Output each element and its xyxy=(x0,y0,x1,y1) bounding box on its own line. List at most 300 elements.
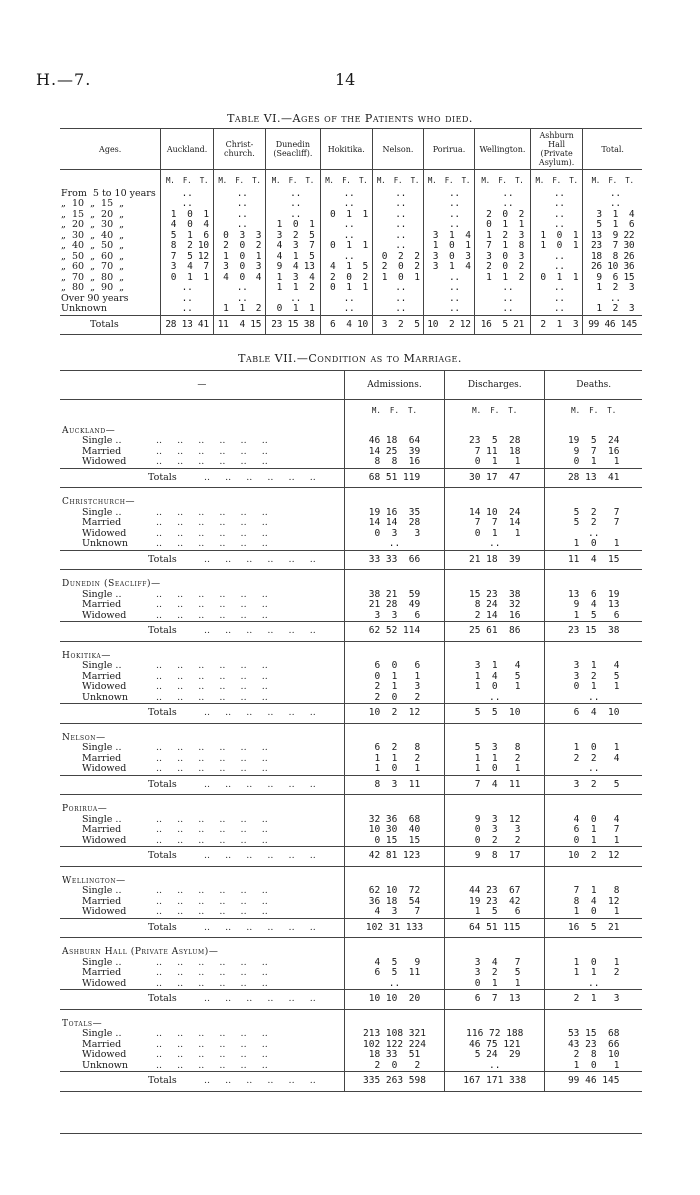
totals-label: Totals xyxy=(148,471,177,483)
mft-label: M. F. T. xyxy=(545,400,642,417)
totals-label: Totals xyxy=(148,778,177,790)
col-total: Total. xyxy=(583,129,642,170)
age-cell: 2 0 2 xyxy=(320,273,372,284)
condition-label: Single .. xyxy=(82,660,122,671)
deaths-cell: 1 0 1 xyxy=(545,539,642,550)
age-cell: 23 7 30 xyxy=(583,241,642,252)
discharges-cell: 44 23 67 xyxy=(445,886,545,897)
group-spacer xyxy=(445,570,545,590)
deaths-cell: 1 0 1 xyxy=(545,743,642,754)
group-totals-row xyxy=(60,622,642,642)
condition-label: Single .. xyxy=(82,956,122,968)
admissions-cell: .. xyxy=(344,539,444,550)
group-header-row xyxy=(60,417,642,437)
mft-label: M. F. T. xyxy=(161,170,213,189)
discharges-cell: 1 5 6 xyxy=(445,907,545,918)
admissions-cell: 0 15 15 xyxy=(344,836,444,847)
group-spacer xyxy=(445,938,545,958)
report-reference: H.—7. xyxy=(36,70,92,89)
leader-dots: .. .. .. .. .. .. xyxy=(204,471,316,483)
age-cell: 13 9 22 xyxy=(583,231,642,242)
group-totals-row xyxy=(60,704,642,724)
deaths-cell: 9 7 16 xyxy=(545,447,642,458)
deaths-cell: 6 1 7 xyxy=(545,825,642,836)
mft-label: M. F. T. xyxy=(423,170,474,189)
col-hokitika: Hokitika. xyxy=(320,129,372,170)
admissions-cell: 3 3 6 xyxy=(344,611,444,622)
group-spacer xyxy=(545,723,642,743)
deaths-total: 16 5 21 xyxy=(545,918,642,938)
deaths-cell: 2 8 10 xyxy=(545,1050,642,1061)
age-label: „ 80 „ 90 „ xyxy=(61,282,125,293)
deaths-cell: 9 4 13 xyxy=(545,600,642,611)
col-porirua: Porirua. xyxy=(423,129,474,170)
discharges-total: 7 4 11 xyxy=(445,775,545,795)
age-cell: .. xyxy=(266,210,320,221)
totals-label: Totals xyxy=(148,553,177,565)
deaths-cell: .. xyxy=(545,529,642,540)
condition-row xyxy=(60,682,642,693)
condition-label-cell xyxy=(60,693,344,704)
age-cell: 3 0 3 xyxy=(474,252,530,263)
discharges-total: 9 8 17 xyxy=(445,847,545,867)
group-spacer xyxy=(545,1009,642,1029)
leader-dots: .. .. .. .. .. .. xyxy=(156,977,268,989)
age-cell: .. xyxy=(372,210,423,221)
age-cell: .. xyxy=(423,189,474,200)
condition-row xyxy=(60,1050,642,1061)
discharges-cell: 15 23 38 xyxy=(445,590,545,601)
deaths-total: 23 15 38 xyxy=(545,622,642,642)
leader-dots: .. .. .. .. .. .. xyxy=(156,1049,268,1060)
age-cell: .. xyxy=(161,189,213,200)
group-totals-row xyxy=(60,775,642,795)
condition-label: Single .. xyxy=(82,1028,122,1039)
table7-title: Table VII.—Condition as to Marriage. xyxy=(238,352,462,365)
leader-dots: .. .. .. .. .. .. xyxy=(204,707,316,718)
condition-row xyxy=(60,508,642,519)
group-totals-label-cell xyxy=(60,550,344,570)
age-cell: .. xyxy=(423,210,474,221)
condition-row xyxy=(60,672,642,683)
condition-label: Widowed xyxy=(82,527,127,539)
age-cell: 9 6 15 xyxy=(583,273,642,284)
group-totals-label-cell xyxy=(60,847,344,867)
condition-marriage-table xyxy=(60,370,642,1092)
totals-cell: 2 1 3 xyxy=(530,315,582,335)
deaths-cell: 1 5 6 xyxy=(545,611,642,622)
deaths-cell: 43 23 66 xyxy=(545,1040,642,1051)
mft-label: M. F. T. xyxy=(213,170,265,189)
group-spacer xyxy=(344,1009,444,1029)
group-spacer xyxy=(344,938,444,958)
deaths-cell: .. xyxy=(545,693,642,704)
age-label: „ 50 „ 60 „ xyxy=(61,250,125,262)
condition-label: Widowed xyxy=(82,906,127,917)
age-cell: .. xyxy=(213,189,265,200)
condition-row xyxy=(60,886,642,897)
age-label: Over 90 years xyxy=(61,292,129,304)
group-spacer xyxy=(445,488,545,508)
deaths-cell: 0 1 1 xyxy=(545,682,642,693)
mft-label: M. F. T. xyxy=(583,170,642,189)
deaths-cell: 19 5 24 xyxy=(545,436,642,447)
col-dunedin: Dunedin (Seacliff). xyxy=(266,129,320,170)
age-cell: 1 0 1 xyxy=(266,220,320,231)
discharges-cell: 3 2 5 xyxy=(445,968,545,979)
age-cell: 7 1 8 xyxy=(474,241,530,252)
admissions-total: 33 33 66 xyxy=(344,550,444,570)
condition-row xyxy=(60,897,642,908)
admissions-cell: 213 108 321 xyxy=(344,1029,444,1040)
group-spacer xyxy=(445,417,545,437)
age-label: Unknown xyxy=(61,303,107,314)
age-cell: .. xyxy=(372,231,423,242)
group-totals-row xyxy=(60,847,642,867)
leader-dots: .. .. .. .. .. .. xyxy=(156,456,268,467)
leader-dots: .. .. .. .. .. .. xyxy=(156,517,268,528)
condition-row xyxy=(60,825,642,836)
discharges-cell: 23 5 28 xyxy=(445,436,545,447)
group-spacer xyxy=(344,795,444,815)
deaths-total: 99 46 145 xyxy=(545,1072,642,1092)
group-spacer xyxy=(344,417,444,437)
col-auckland: Auckland. xyxy=(161,129,213,170)
col-condition: — xyxy=(197,380,207,390)
age-cell: 0 3 3 xyxy=(213,231,265,242)
totals-cell: 3 2 5 xyxy=(372,315,423,335)
col-discharges: Discharges. xyxy=(445,371,545,400)
admissions-total: 10 10 20 xyxy=(344,990,444,1010)
admissions-cell: 62 10 72 xyxy=(344,886,444,897)
age-cell: .. xyxy=(530,294,582,305)
condition-label: Married xyxy=(82,670,122,682)
leader-dots: .. .. .. .. .. .. xyxy=(204,625,316,636)
deaths-cell: 3 2 5 xyxy=(545,672,642,683)
age-cell: 1 1 2 xyxy=(474,273,530,284)
group-totals-label-cell xyxy=(60,468,344,488)
discharges-cell: 7 11 18 xyxy=(445,447,545,458)
condition-label: Married xyxy=(82,445,122,457)
discharges-total: 167 171 338 xyxy=(445,1072,545,1092)
admissions-cell: 14 25 39 xyxy=(344,447,444,458)
group-totals-row xyxy=(60,550,642,570)
admissions-cell: 2 0 2 xyxy=(344,1061,444,1072)
discharges-cell: 2 14 16 xyxy=(445,611,545,622)
admissions-cell: 32 36 68 xyxy=(344,815,444,826)
condition-row xyxy=(60,907,642,918)
admissions-cell: 102 122 224 xyxy=(344,1040,444,1051)
age-cell: 0 2 2 xyxy=(372,252,423,263)
table6-title: Table VI.—Ages of the Patients who died. xyxy=(227,112,473,125)
age-cell: 1 0 1 xyxy=(530,241,582,252)
leader-dots: .. .. .. .. .. .. xyxy=(156,834,268,846)
leader-dots: .. .. .. .. .. .. xyxy=(156,609,268,621)
group-spacer xyxy=(344,866,444,886)
deaths-cell: 4 0 4 xyxy=(545,815,642,826)
totals-label: Totals xyxy=(60,315,161,335)
deaths-cell: 5 2 7 xyxy=(545,508,642,519)
mft-header-row xyxy=(60,400,642,417)
leader-dots: .. .. .. .. .. .. xyxy=(204,850,316,861)
age-cell: 5 1 6 xyxy=(583,220,642,231)
age-cell: .. xyxy=(530,189,582,200)
condition-row xyxy=(60,661,642,672)
leader-dots: .. .. .. .. .. .. xyxy=(156,538,268,549)
discharges-cell: 5 3 8 xyxy=(445,743,545,754)
condition-label-cell xyxy=(60,764,344,775)
age-cell: 1 2 3 xyxy=(474,231,530,242)
leader-dots: .. .. .. .. .. .. xyxy=(156,1028,268,1039)
age-cell: .. xyxy=(474,199,530,210)
condition-label: Single .. xyxy=(82,742,122,753)
leader-dots: .. .. .. .. .. .. xyxy=(156,752,268,764)
age-cell: 0 1 1 xyxy=(474,220,530,231)
age-cell: 3 1 4 xyxy=(423,231,474,242)
totals-label: Totals xyxy=(148,707,177,718)
deaths-cell: 3 1 4 xyxy=(545,661,642,672)
leader-dots: .. .. .. .. .. .. xyxy=(156,527,268,539)
condition-label: Widowed xyxy=(82,609,127,621)
discharges-total: 64 51 115 xyxy=(445,918,545,938)
age-cell: 0 1 1 xyxy=(161,273,213,284)
admissions-cell: 0 1 1 xyxy=(344,672,444,683)
age-cell: .. xyxy=(474,304,530,315)
bottom-rule xyxy=(60,1133,642,1134)
condition-row xyxy=(60,979,642,990)
group-name: Auckland— xyxy=(62,425,116,436)
condition-row xyxy=(60,693,642,704)
deaths-cell: 1 1 2 xyxy=(545,968,642,979)
deaths-cell: 2 2 4 xyxy=(545,754,642,765)
leader-dots: .. .. .. .. .. .. xyxy=(156,445,268,457)
group-header-row xyxy=(60,641,642,661)
admissions-cell: 18 33 51 xyxy=(344,1050,444,1061)
age-cell: .. xyxy=(474,294,530,305)
age-cell: 0 1 1 xyxy=(530,273,582,284)
totals-label: Totals xyxy=(148,993,177,1004)
age-cell: 3 1 4 xyxy=(423,262,474,273)
admissions-cell: 2 1 3 xyxy=(344,682,444,693)
deaths-total: 2 1 3 xyxy=(545,990,642,1010)
group-header-row xyxy=(60,795,642,815)
condition-label: Single .. xyxy=(82,588,122,600)
condition-label-cell xyxy=(60,979,344,990)
age-row xyxy=(60,304,642,315)
age-cell: 26 10 36 xyxy=(583,262,642,273)
age-cell: .. xyxy=(372,304,423,315)
discharges-cell: 0 3 3 xyxy=(445,825,545,836)
discharges-cell: 46 75 121 xyxy=(445,1040,545,1051)
group-spacer xyxy=(344,570,444,590)
age-cell: 1 3 4 xyxy=(266,273,320,284)
group-header-row xyxy=(60,570,642,590)
condition-label-cell xyxy=(60,836,344,847)
age-cell: 1 0 1 xyxy=(530,231,582,242)
condition-row xyxy=(60,457,642,468)
age-cell: .. xyxy=(583,189,642,200)
group-spacer xyxy=(445,641,545,661)
leader-dots: .. .. .. .. .. .. xyxy=(156,588,268,600)
admissions-total: 10 2 12 xyxy=(344,704,444,724)
age-cell: 4 0 4 xyxy=(213,273,265,284)
admissions-cell: 38 21 59 xyxy=(344,590,444,601)
age-cell: .. xyxy=(583,294,642,305)
mft-header-row xyxy=(60,170,642,189)
mft-label: M. F. T. xyxy=(372,170,423,189)
age-cell: 4 1 5 xyxy=(320,262,372,273)
leader-dots: .. .. .. .. .. .. xyxy=(156,681,268,692)
deaths-cell: 8 4 12 xyxy=(545,897,642,908)
age-label: „ 20 „ 30 „ xyxy=(61,219,125,230)
group-totals-row xyxy=(60,1072,642,1092)
age-cell: 4 3 7 xyxy=(266,241,320,252)
age-row xyxy=(60,220,642,231)
age-cell: .. xyxy=(161,304,213,315)
leader-dots: .. .. .. .. .. .. xyxy=(156,885,268,896)
condition-label: Widowed xyxy=(82,763,127,774)
deaths-cell: 7 1 8 xyxy=(545,886,642,897)
discharges-cell: .. xyxy=(445,539,545,550)
age-cell: .. xyxy=(423,220,474,231)
age-cell: 1 0 1 xyxy=(423,241,474,252)
age-cell: .. xyxy=(372,189,423,200)
group-spacer xyxy=(445,1009,545,1029)
group-spacer xyxy=(445,866,545,886)
condition-label-cell xyxy=(60,611,344,622)
age-cell: 8 2 10 xyxy=(161,241,213,252)
age-cell: .. xyxy=(530,252,582,263)
totals-label: Totals xyxy=(148,1075,177,1086)
col-admissions: Admissions. xyxy=(344,371,444,400)
condition-row xyxy=(60,1029,642,1040)
condition-label: Widowed xyxy=(82,834,127,846)
condition-label: Married xyxy=(82,517,122,528)
group-name: Hokitika— xyxy=(62,650,111,661)
age-cell: 1 0 1 xyxy=(161,210,213,221)
age-cell: 1 2 3 xyxy=(583,304,642,315)
deaths-cell: 53 15 68 xyxy=(545,1029,642,1040)
totals-cell: 23 15 38 xyxy=(266,315,320,335)
admissions-cell: 1 1 2 xyxy=(344,754,444,765)
age-cell: 9 4 13 xyxy=(266,262,320,273)
col-wellington: Wellington. xyxy=(474,129,530,170)
condition-label: Widowed xyxy=(82,977,127,989)
age-cell: .. xyxy=(213,294,265,305)
admissions-cell: 1 0 1 xyxy=(344,764,444,775)
age-cell: .. xyxy=(320,199,372,210)
age-cell: 0 1 1 xyxy=(266,304,320,315)
age-cell: .. xyxy=(266,294,320,305)
age-cell: 1 1 2 xyxy=(213,304,265,315)
age-cell: .. xyxy=(474,189,530,200)
group-spacer xyxy=(344,641,444,661)
totals-cell: 16 5 21 xyxy=(474,315,530,335)
discharges-cell: 3 4 7 xyxy=(445,958,545,969)
admissions-total: 62 52 114 xyxy=(344,622,444,642)
condition-row xyxy=(60,754,642,765)
deaths-cell: .. xyxy=(545,764,642,775)
discharges-cell: 1 1 2 xyxy=(445,754,545,765)
discharges-cell: .. xyxy=(445,1061,545,1072)
condition-row xyxy=(60,529,642,540)
condition-row xyxy=(60,600,642,611)
deaths-cell: .. xyxy=(545,979,642,990)
age-label: „ 30 „ 40 „ xyxy=(61,229,125,241)
group-totals-row xyxy=(60,468,642,488)
admissions-cell: 4 5 9 xyxy=(344,958,444,969)
age-cell: .. xyxy=(320,304,372,315)
age-cell: .. xyxy=(320,231,372,242)
totals-row xyxy=(60,315,642,335)
age-cell: .. xyxy=(530,304,582,315)
discharges-total: 6 7 13 xyxy=(445,990,545,1010)
group-name: Porirua— xyxy=(62,804,108,814)
admissions-total: 8 3 11 xyxy=(344,775,444,795)
group-header-row xyxy=(60,1009,642,1029)
totals-cell: 6 4 10 xyxy=(320,315,372,335)
age-cell: 4 1 5 xyxy=(266,252,320,263)
admissions-cell: 8 8 16 xyxy=(344,457,444,468)
admissions-cell: 0 3 3 xyxy=(344,529,444,540)
totals-cell: 10 2 12 xyxy=(423,315,474,335)
mft-label: M. F. T. xyxy=(530,170,582,189)
condition-label: Single .. xyxy=(82,813,122,825)
discharges-cell: 1 0 1 xyxy=(445,764,545,775)
condition-label: Married xyxy=(82,824,122,835)
admissions-cell: 19 16 35 xyxy=(344,508,444,519)
group-spacer xyxy=(344,723,444,743)
group-name: Ashburn Hall (Private Asylum)— xyxy=(62,947,219,957)
age-cell: 1 2 3 xyxy=(583,283,642,294)
condition-label: Married xyxy=(82,599,122,610)
discharges-total: 25 61 86 xyxy=(445,622,545,642)
age-cell: .. xyxy=(423,304,474,315)
admissions-cell: 46 18 64 xyxy=(344,436,444,447)
leader-dots: .. .. .. .. .. .. xyxy=(204,993,316,1004)
col-nelson: Nelson. xyxy=(372,129,423,170)
totals-cell: 99 46 145 xyxy=(583,315,642,335)
discharges-total: 30 17 47 xyxy=(445,468,545,488)
condition-label: Married xyxy=(82,752,122,764)
admissions-total: 42 81 123 xyxy=(344,847,444,867)
deaths-cell: 13 6 19 xyxy=(545,590,642,601)
leader-dots: .. .. .. .. .. .. xyxy=(204,553,316,565)
discharges-cell: 3 1 4 xyxy=(445,661,545,672)
mft-label: M. F. T. xyxy=(474,170,530,189)
age-label: From 5 to 10 years xyxy=(61,187,156,199)
admissions-cell: 2 0 2 xyxy=(344,693,444,704)
age-row xyxy=(60,283,642,294)
leader-dots: .. .. .. .. .. .. xyxy=(156,660,268,671)
age-cell: .. xyxy=(213,283,265,294)
admissions-cell: 10 30 40 xyxy=(344,825,444,836)
age-cell: 3 2 5 xyxy=(266,231,320,242)
condition-label: Unknown xyxy=(82,538,128,549)
totals-label: Totals xyxy=(148,850,177,861)
condition-row xyxy=(60,590,642,601)
group-header-row xyxy=(60,723,642,743)
mft-label: M. F. T. xyxy=(344,400,444,417)
admissions-cell: .. xyxy=(344,979,444,990)
totals-label: Totals xyxy=(148,625,177,636)
deaths-total: 3 2 5 xyxy=(545,775,642,795)
condition-row xyxy=(60,836,642,847)
deaths-cell: 1 0 1 xyxy=(545,958,642,969)
condition-row xyxy=(60,539,642,550)
condition-row xyxy=(60,436,642,447)
deaths-cell: 1 0 1 xyxy=(545,1061,642,1072)
